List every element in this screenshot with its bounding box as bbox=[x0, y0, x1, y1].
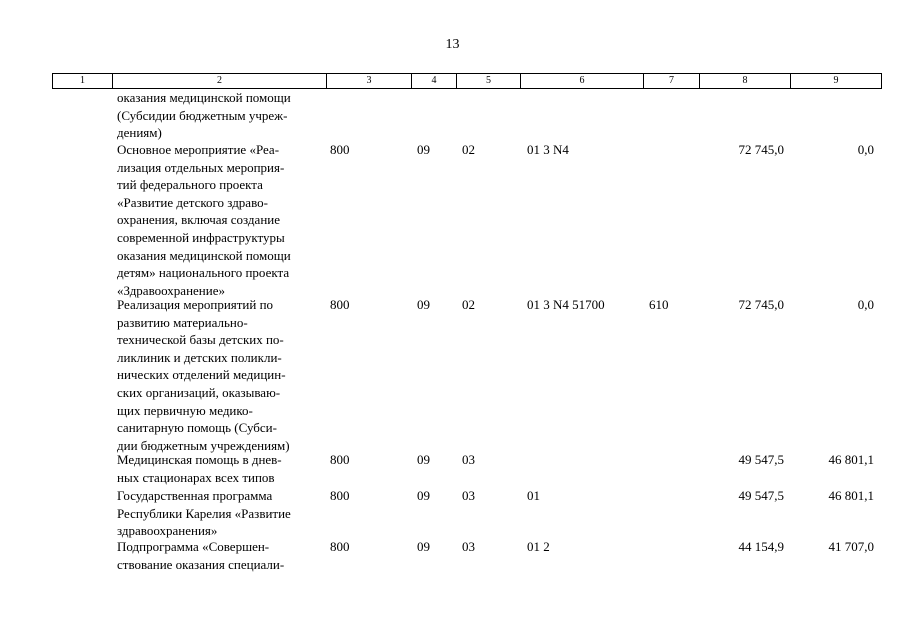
amount-col-9: 46 801,1 bbox=[828, 488, 874, 503]
row-name-line: современной инфраструктуры bbox=[117, 229, 285, 245]
header-col-1: 1 bbox=[53, 74, 113, 88]
row-name-line: санитарную помощь (Субси- bbox=[117, 420, 277, 436]
row-name-line: оказания медицинской помощи bbox=[117, 247, 291, 263]
row-name-line: «Здравоохранение» bbox=[117, 282, 225, 298]
row-name-line: оказания медицинской помощи bbox=[117, 90, 291, 105]
amount-col-8: 44 154,9 bbox=[738, 539, 784, 554]
code-admin: 800 bbox=[330, 297, 350, 312]
code-target: 01 bbox=[527, 488, 540, 503]
header-col-4: 4 bbox=[412, 74, 457, 88]
amount-col-8: 72 745,0 bbox=[738, 142, 784, 157]
code-admin: 800 bbox=[330, 452, 350, 467]
code-subsection: 02 bbox=[462, 297, 475, 312]
code-admin: 800 bbox=[330, 539, 350, 554]
row-name-line: «Развитие детского здраво- bbox=[117, 194, 268, 210]
row-name-line: Подпрограмма «Совершен- bbox=[117, 539, 270, 554]
code-section: 09 bbox=[417, 539, 430, 554]
code-section: 09 bbox=[417, 297, 430, 312]
amount-col-8: 49 547,5 bbox=[738, 488, 784, 503]
code-subsection: 03 bbox=[462, 452, 475, 467]
amount-col-8: 72 745,0 bbox=[738, 297, 784, 312]
row-name bbox=[117, 538, 284, 573]
row-name bbox=[117, 451, 282, 486]
row-name-line: Медицинская помощь в днев- bbox=[117, 452, 282, 467]
row-name-line: Реализация мероприятий по bbox=[117, 297, 274, 312]
row-name-line: нических отделений медицин- bbox=[117, 367, 286, 383]
row-name-line: (Субсидии бюджетным учреж- bbox=[117, 107, 288, 123]
row-name-line: ствование оказания специали- bbox=[117, 556, 285, 572]
code-admin: 800 bbox=[330, 488, 350, 503]
amount-col-8: 49 547,5 bbox=[738, 452, 784, 467]
code-expense-type: 610 bbox=[649, 297, 669, 312]
header-col-9: 9 bbox=[791, 74, 882, 88]
row-name bbox=[117, 487, 291, 540]
code-target: 01 3 N4 bbox=[527, 142, 569, 157]
amount-col-9: 0,0 bbox=[857, 297, 874, 312]
code-admin: 800 bbox=[330, 142, 350, 157]
header-col-2: 2 bbox=[113, 74, 327, 88]
table-header bbox=[52, 73, 882, 89]
row-name-line: ликлиник и детских поликли- bbox=[117, 349, 282, 365]
code-subsection: 03 bbox=[462, 488, 475, 503]
header-col-5: 5 bbox=[457, 74, 521, 88]
row-name-line: щих первичную медико- bbox=[117, 402, 253, 418]
row-name-line: здравоохранения» bbox=[117, 523, 218, 539]
amount-col-9: 41 707,0 bbox=[828, 539, 874, 554]
row-name-line: охранения, включая создание bbox=[117, 212, 281, 228]
row-name-line: детям» национального проекта bbox=[117, 265, 290, 281]
row-name-line: лизация отдельных мероприя- bbox=[117, 159, 285, 175]
code-section: 09 bbox=[417, 488, 430, 503]
row-name-line: развитию материально- bbox=[117, 314, 248, 330]
code-subsection: 02 bbox=[462, 142, 475, 157]
code-section: 09 bbox=[417, 142, 430, 157]
header-col-8: 8 bbox=[700, 74, 791, 88]
row-name-line: технической базы детских по- bbox=[117, 332, 284, 348]
row-name bbox=[117, 89, 291, 142]
row-name-line: Государственная программа bbox=[117, 488, 273, 503]
code-target: 01 2 bbox=[527, 539, 550, 554]
row-name bbox=[117, 141, 291, 299]
row-name bbox=[117, 296, 290, 454]
amount-col-9: 0,0 bbox=[857, 142, 874, 157]
header-col-3: 3 bbox=[327, 74, 412, 88]
code-target: 01 3 N4 51700 bbox=[527, 297, 605, 312]
header-col-6: 6 bbox=[521, 74, 644, 88]
row-name-line: Основное мероприятие «Реа- bbox=[117, 142, 280, 157]
row-name-line: дии бюджетным учреждениям) bbox=[117, 437, 290, 453]
row-name-line: дениям) bbox=[117, 125, 162, 141]
row-name-line: тий федерального проекта bbox=[117, 177, 263, 193]
code-section: 09 bbox=[417, 452, 430, 467]
page-number: 13 bbox=[445, 37, 460, 52]
header-col-7: 7 bbox=[644, 74, 700, 88]
row-name-line: ских организаций, оказываю- bbox=[117, 384, 281, 400]
amount-col-9: 46 801,1 bbox=[828, 452, 874, 467]
row-name-line: Республики Карелия «Развитие bbox=[117, 505, 291, 521]
code-subsection: 03 bbox=[462, 539, 475, 554]
row-name-line: ных стационарах всех типов bbox=[117, 469, 275, 485]
